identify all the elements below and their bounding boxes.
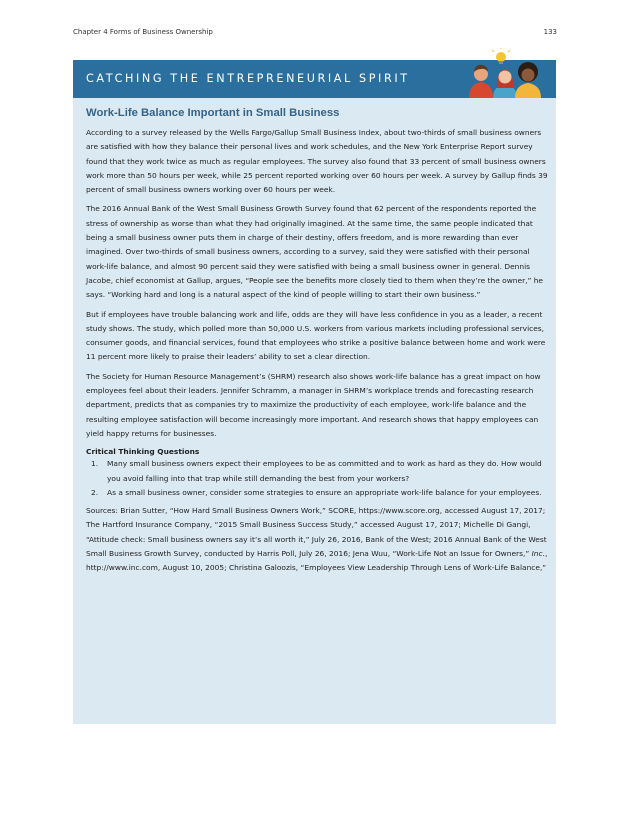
chapter-title: Chapter 4 Forms of Business Ownership (73, 28, 213, 36)
person-icon (515, 62, 541, 98)
publication-name: Inc. (531, 549, 545, 559)
page-number: 133 (543, 28, 557, 36)
banner-title: CATCHING THE ENTREPRENEURIAL SPIRIT (86, 72, 410, 85)
body-paragraph: But if employees have trouble balancing work and life, odds are they will have less confidence in you as a leader, a recent study shows. The study, which polled more than 50,000 U.S. workers from various markets including professional services, consumer goods, and financial services, found that employees who strike a positive balance between home and work were 11 percent more likely to praise their leaders’ ability to set a clear direction. (86, 309, 546, 362)
question-text: Many small business owners expect their employees to be as committed and to work as hard as they do. How would you avoid falling into that trap while still demanding the best from your workers? (107, 459, 542, 483)
critical-thinking-heading: Critical Thinking Questions (86, 447, 200, 457)
feature-box (73, 60, 556, 724)
section-title: Work-Life Balance Important in Small Business (86, 107, 340, 119)
body-paragraph: The 2016 Annual Bank of the West Small Business Growth Survey found that 62 percent of the respondents reported the stress of ownership as worse than what they had originally imagined. At the same time, the same people indicated that being a small business owner puts them in charge of their destiny, offers freedom, and is more rewarding than ever imagined. Over two-thirds of small business owners, according to a survey, said they were satisfied with their personal work-life balance, and almost 90 percent said they were satisfied with being a small business owner in general. Dennis Jacobe, chief economist at Gallup, argues, “People see the benefits more closely tied to them when they’re the owner,” he says. “Working hard and long is a natural aspect of the kind of people willing to start their own business.” (86, 204, 544, 300)
question-text: As a small business owner, consider some strategies to ensure an appropriate work-life balance for your employees. (107, 487, 542, 497)
entrepreneurs-lightbulb-icon (453, 48, 553, 98)
question-number: 2. (91, 487, 99, 497)
lightbulb-icon (492, 48, 510, 64)
sources-citation (86, 504, 548, 575)
person-icon (493, 69, 517, 98)
list-item (86, 457, 548, 486)
sources-text: Sources: Brian Sutter, “How Hard Small Business Owners Work,” SCORE, https://www.score.org, accessed August 17, 2017; The Hartford Insurance Company, “2015 Small Business Success Study,” accessed August 17, 2017; Michelle Di Gangi, “Attitude check: Small business owners say it’s all worth it,” July 26, 2016, Bank of the West; 2016 Annual Bank of the West Small Business Growth Survey, conducted by Harris Poll, July 26, 2016; Jena Wuu, “Work-Life Not an Issue for Owners,” (86, 506, 547, 559)
question-list (86, 457, 548, 500)
sources-text: , http://www.inc.com, August 10, 2005; Christina Galoozis, “Employees View Leadership Through Lens of Work-Life Balance,” (86, 549, 548, 573)
body-paragraph: The Society for Human Resource Management’s (SHRM) research also shows work-life balance has a great impact on how employees feel about their leaders. Jennifer Schramm, a manager in SHRM’s workplace trends and forecasting research department, predicts that as companies try to maximize the productivity of each employee, work-life balance and the resulting employee satisfaction will become increasingly more important. And research shows that happy employees can yield happy returns for businesses. (86, 371, 541, 438)
running-header (73, 28, 557, 38)
person-icon (469, 65, 493, 98)
list-item (86, 486, 548, 500)
body-paragraph: According to a survey released by the Wells Fargo/Gallup Small Business Index, about two-thirds of small business owners are satisfied with how they balance their personal lives and work schedules, and the New York Enterprise Report survey found that they work twice as much as regular employees. The survey also found that 33 percent of small business owners work more than 50 hours per week, while 25 percent reported working over 60 hours per week. A survey by Gallup finds 39 percent of small business owners working over 60 hours per week. (86, 128, 548, 195)
question-number: 1. (91, 459, 99, 469)
feature-content (86, 106, 548, 576)
